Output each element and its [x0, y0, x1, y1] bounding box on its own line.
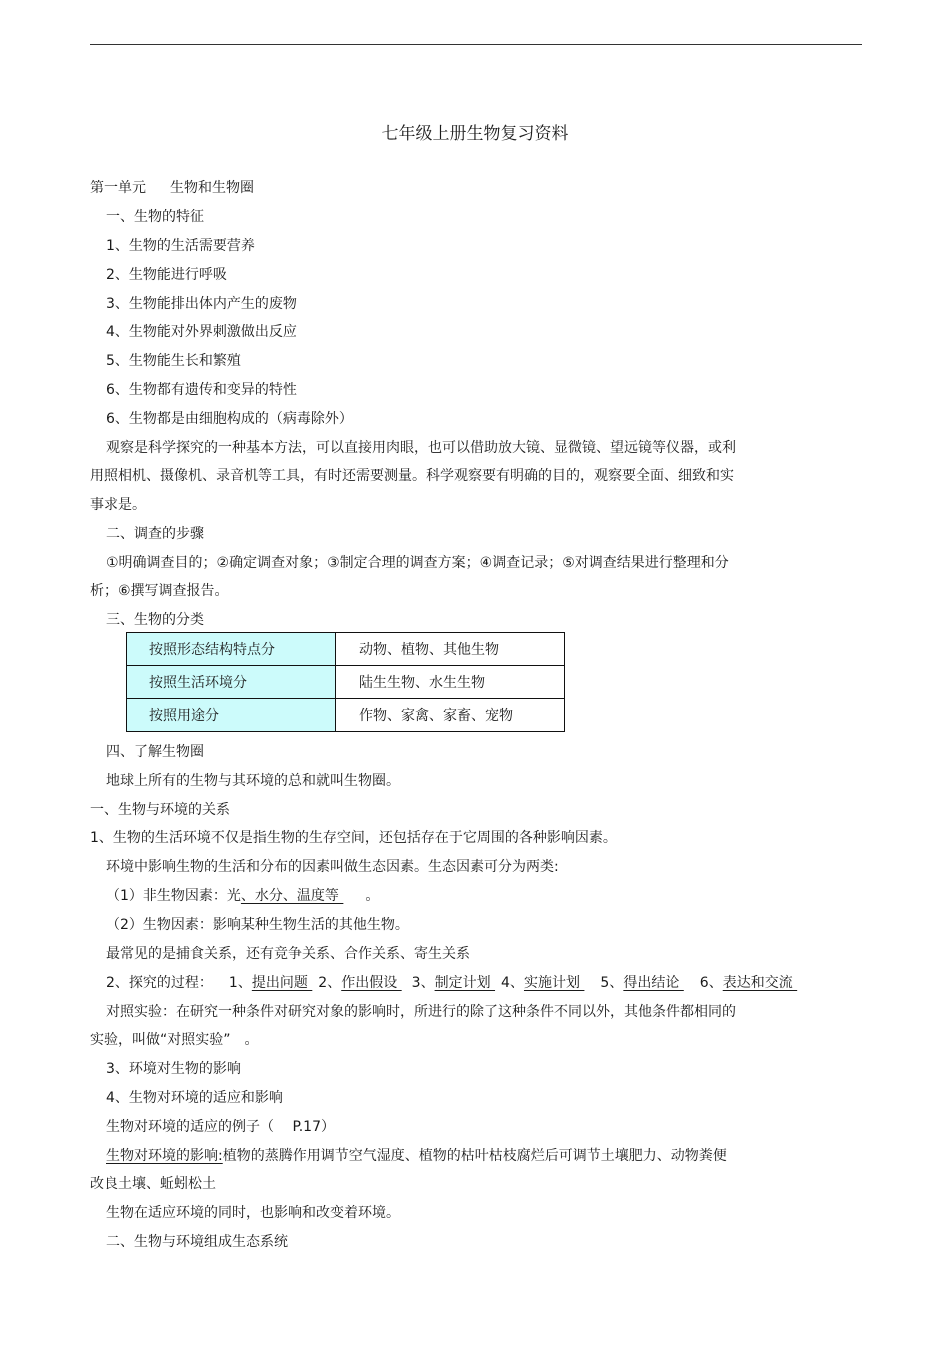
table-row: [127, 666, 565, 699]
step-number: 1、: [228, 975, 252, 991]
control-experiment-line: 对照实验：在研究一种条件对研究对象的影响时，所进行的除了这种条件不同以外，其他条件都相同的: [106, 1004, 736, 1020]
survey-steps-line: ①明确调查目的；②确定调查对象；③制定合理的调查方案；④调查记录；⑤对调查结果进行整理和分: [106, 555, 729, 571]
feature-item: 4、生物能对外界刺激做出反应: [106, 324, 297, 340]
unit-label: 第一单元: [90, 180, 146, 196]
step-text: 得出结论: [623, 975, 684, 991]
step-text: 提出问题: [251, 975, 313, 991]
inquiry-process-line: [106, 973, 797, 993]
feature-item: 6、生物都有遗传和变异的特性: [106, 382, 297, 398]
section-heading-biosphere: 四、了解生物圈: [106, 744, 204, 760]
biosphere-definition: 地球上所有的生物与其环境的总和就叫生物圈。: [106, 773, 400, 789]
feature-item: 1、生物的生活需要营养: [106, 238, 255, 254]
relations-line: 最常见的是捕食关系，还有竞争关系、合作关系、寄生关系: [106, 946, 470, 962]
feature-item: 6、生物都是由细胞构成的（病毒除外）: [106, 411, 353, 427]
impact-label: 生物对环境的影响:: [106, 1148, 223, 1164]
adaptation-item: 4、生物对环境的适应和影响: [106, 1090, 283, 1106]
step-text: 实施计划: [523, 975, 585, 991]
impact-line-continued: 改良土壤、蚯蚓松土: [90, 1176, 216, 1192]
abiotic-label: （1）非生物因素：光: [106, 888, 241, 904]
observation-paragraph-line: 用照相机、摄像机、录音机等工具，有时还需要测量。科学观察要有明确的目的，观察要全面、细致和实: [90, 468, 734, 484]
abiotic-factors-line: [106, 886, 379, 906]
table-value-cell: 陆生生物、水生生物: [336, 666, 565, 699]
unit-name: 生物和生物圈: [170, 180, 254, 196]
environment-paragraph: 1、生物的生活环境不仅是指生物的生存空间，还包括存在于它周围的各种影响因素。: [90, 830, 617, 846]
step-text: 制定计划: [434, 975, 496, 991]
step-number: 3、: [411, 975, 435, 991]
survey-steps-line: 析；⑥撰写调查报告。: [90, 583, 229, 599]
section-heading-classification: 三、生物的分类: [106, 612, 204, 628]
table-key-cell: 按照形态结构特点分: [127, 633, 336, 666]
section-heading-survey: 二、调查的步骤: [106, 526, 204, 542]
step-text: 作出假设: [341, 975, 402, 991]
table-row: [127, 633, 565, 666]
step-number: 4、: [501, 975, 524, 991]
classification-table: [126, 632, 565, 732]
impact-text: 植物的蒸腾作用调节空气湿度、植物的枯叶枯枝腐烂后可调节土壤肥力、动物粪便: [222, 1148, 727, 1164]
page-title: 七年级上册生物复习资料: [381, 124, 569, 144]
unit-heading: [90, 178, 254, 198]
impact-line: [106, 1146, 727, 1166]
step-number: 6、: [699, 975, 723, 991]
inquiry-process-label: 2、探究的过程：: [106, 975, 213, 991]
table-row: [127, 699, 565, 732]
abiotic-fill-in: 、水分、温度等: [240, 888, 344, 904]
feature-item: 2、生物能进行呼吸: [106, 267, 227, 283]
feature-item: 3、生物能排出体内产生的废物: [106, 296, 297, 312]
adapt-and-change-line: 生物在适应环境的同时，也影响和改变着环境。: [106, 1205, 400, 1221]
table-value-cell: 动物、植物、其他生物: [336, 633, 565, 666]
observation-paragraph-line: 观察是科学探究的一种基本方法，可以直接用肉眼，也可以借助放大镜、显微镜、望远镜等仪器，或利: [106, 440, 736, 456]
environment-effect-item: 3、环境对生物的影响: [106, 1061, 241, 1077]
step-text: 表达和交流: [722, 975, 798, 991]
control-experiment-line: 实验，叫做“对照实验” 。: [90, 1032, 259, 1048]
abiotic-end: 。: [365, 888, 380, 904]
section-heading-features: 一、生物的特征: [106, 209, 204, 225]
header-rule: [90, 44, 862, 45]
step-number: 5、: [600, 975, 624, 991]
adaptation-example-line: 生物对环境的适应的例子（ P.17）: [106, 1119, 335, 1135]
ecological-factors-paragraph: 环境中影响生物的生活和分布的因素叫做生态因素。生态因素可分为两类:: [106, 859, 559, 875]
table-value-cell: 作物、家禽、家畜、宠物: [336, 699, 565, 732]
observation-paragraph-line: 事求是。: [90, 497, 146, 513]
biotic-factors-line: （2）生物因素：影响某种生物生活的其他生物。: [106, 917, 409, 933]
feature-item: 5、生物能生长和繁殖: [106, 353, 241, 369]
table-key-cell: 按照生活环境分: [127, 666, 336, 699]
section-heading-ecosystem: 二、生物与环境组成生态系统: [106, 1234, 288, 1250]
table-key-cell: 按照用途分: [127, 699, 336, 732]
step-number: 2、: [318, 975, 342, 991]
section-heading-environment: 一、生物与环境的关系: [90, 802, 230, 818]
